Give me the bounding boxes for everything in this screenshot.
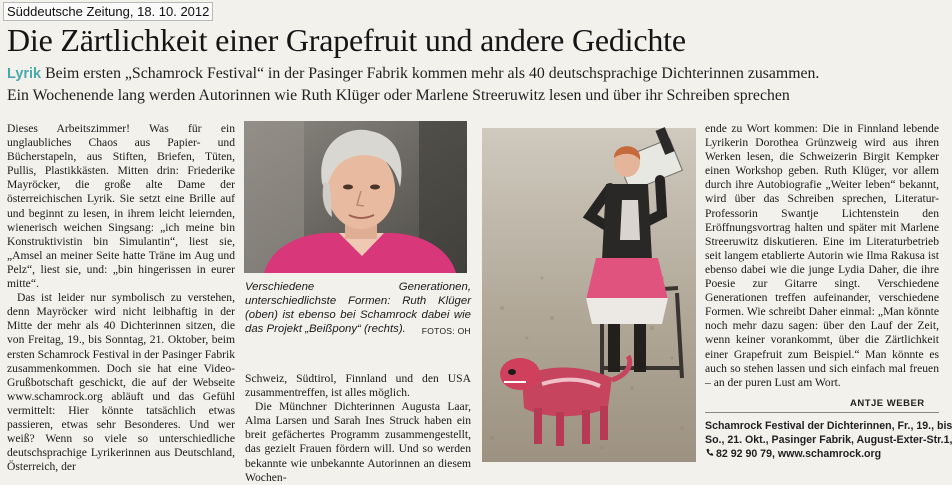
subheadline: [7, 63, 939, 106]
event-info-line-1: Schamrock Festival der Dichterinnen, Fr., 19., bis: [705, 420, 952, 432]
photo-credit: FOTOS: OH: [421, 326, 471, 336]
portrait-illustration: [244, 121, 467, 273]
headline: Die Zärtlichkeit einer Grapefruit und andere Gedichte: [7, 22, 686, 58]
paragraph: Das ist leider nur symbolisch zu verstehen, denn Mayröcker wird nicht leibhaftig in der Mitte der mehr als 40 Dichterinnen sitzen, die von Freitag, 19., bis Sonntag, 21. Oktober, beim ersten Schamrock Festival in der Pasinger Fabrik zusammenkommen. Doch sie hat eine Video-Grußbotschaft geschickt, die auf der Webseite www.schamrock.org abläuft und das Gefühl vermittelt: Hier könnte tatsächlich etwas passieren, etwas sehr Besonderes. Und wer weiß? Wenn so viele so unterschiedliche deutschsprachige Lyrikerinnen aus Deutschland, Österreich, der: [7, 291, 235, 474]
subheadline-line-2: Ein Wochenende lang werden Autorinnen wie Ruth Klüger oder Marlene Streeruwitz lesen und über ihr Schreiben sprechen: [7, 87, 790, 104]
article-column-1: [7, 122, 235, 474]
section-kicker: Lyrik: [7, 66, 42, 82]
article-column-4: [705, 122, 939, 412]
photo-caption: [245, 280, 471, 338]
paragraph: Die Münchner Dichterinnen Augusta Laar, Alma Larsen und Sarah Ines Struck haben ein breit gefächertes Programm zusammengestellt, das gezielt Frauen fördern will. Und so werden bekannte wie unbekannte Autorinnen an diesem Wochen-: [245, 400, 471, 484]
author-byline: ANTJE WEBER: [850, 398, 925, 409]
paragraph: Dieses Arbeitszimmer! Was für ein unglaubliches Chaos aus Papier- und Bücherstapeln, aus Stiften, Briefen, Tüten, Pullis, Plastikkästen. Mitten drin: Friederike Mayröcker, die große alte Dame der österreichischen Lyrik. Sie setzt eine Brille auf und beginnt zu lesen, in ihrem leicht leiernden, wienerisch weichen Singsang: „ich meine bin Konstruktivistin bin Simulantin“, liest sie, „Amsel an meiner Seite hatte Träne im Aug und Pelz“, liest sie, und: „bin hingerissen in eurer mitte“.: [7, 122, 235, 291]
caption-text: Verschiedene Generationen, unterschiedlichste Formen: Ruth Klüger (oben) ist ebenso bei Schamrock dabei wie das Projekt „Beißpony“ (rechts).: [245, 281, 471, 335]
paragraph: Schweiz, Südtirol, Finnland und den USA zusammentreffen, ist alles möglich.: [245, 372, 471, 400]
subheadline-text-1: Beim ersten „Schamrock Festival“ in der Pasinger Fabrik kommen mehr als 40 deutschsprachige Dichterinnen zusammen.: [45, 65, 820, 82]
article-column-2: [245, 372, 471, 484]
phone-icon: [705, 448, 714, 457]
performance-photo-illustration: [482, 128, 696, 462]
event-info-line-3: [705, 447, 939, 461]
event-info-box: [705, 412, 952, 466]
paragraph: ende zu Wort kommen: Die in Finnland lebende Lyrikerin Dorothea Grünzweig wird aus ihren Werken lesen, die Schweizerin Birgit Kempker einen Workshop geben. Ruth Klüger, vor allem durch ihre Autobiografie „Weiter leben“ bekannt, wird über das Schreiben sprechen, Literatur-Professorin Swantje Lichtenstein den Eröffnungsvortrag halten und später mit Marlene Streeruwitz diskutieren. Eine im Literaturbetrieb seit langem etablierte Autorin wie Ilma Rakusa ist ebenso dabei wie die junge Lydia Daher, die ihre Poesie zur Gitarre singt. Verschiedene Generationen treffen aufeinander, verschiedene Formen. Wie schreibt Daher einmal: „Man könnte noch mehr dazu sagen: über den Lauf der Zeit, wenn keiner vorankommt, über die Zärtlichkeit einer Grapefruit zum Beispiel.“ Man könnte es auch so stehen lassen und sich einfach mal freuen – an der puren Lust am Wort.: [705, 122, 939, 389]
event-contact: 82 92 90 79, www.schamrock.org: [716, 448, 882, 460]
subheadline-line-1: [7, 63, 939, 85]
photo-ruth-klueger: [244, 121, 467, 273]
photo-beisspony: [482, 128, 696, 462]
newspaper-source-label: Süddeutsche Zeitung, 18. 10. 2012: [3, 2, 213, 21]
event-info-line-2: So., 21. Okt., Pasinger Fabrik, August-Exter-Str.1,: [705, 434, 952, 446]
